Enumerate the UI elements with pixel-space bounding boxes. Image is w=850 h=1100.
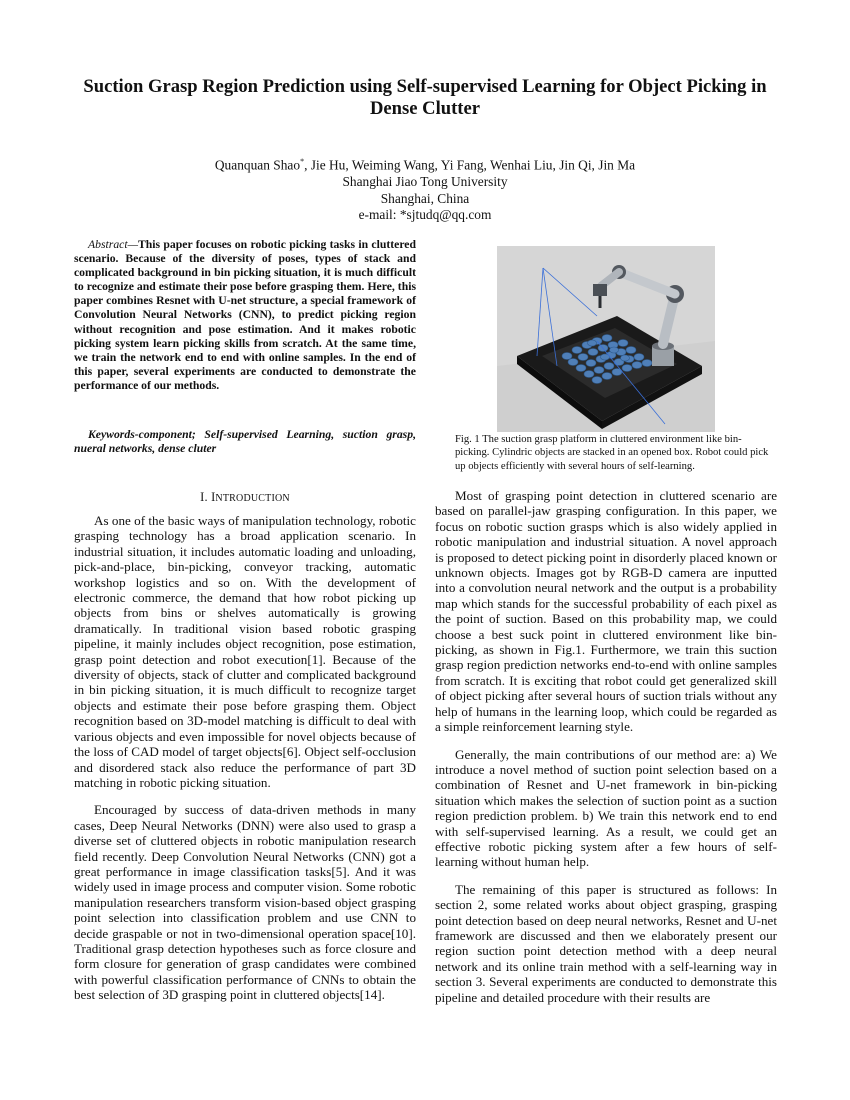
intro-paragraph-5: The remaining of this paper is structured as follows: In section 2, some related works about object grasping, grasping point detection based on deep neural networks, Resnet and U-net framework are discussed and then we elaborately present our region suction point detection method with a deep neural network and its online train method with a self-learning way in section 3. Several experiments are conducted to demonstrate this pipeline and detailed procedure with their results are bbox=[435, 881, 777, 1005]
corresponding-author-mark: * bbox=[300, 157, 305, 166]
affiliation: Shanghai Jiao Tong University bbox=[342, 174, 508, 189]
location: Shanghai, China bbox=[380, 190, 470, 206]
email: e-mail: *sjtudq@qq.com bbox=[358, 207, 492, 222]
intro-paragraph-1: As one of the basic ways of manipulation technology, robotic grasping technology has a broad application scenario. In industrial situation, it includes automatic loading and unloading, pick-and-place, bin-picking, conveyor tracking, automatic workshop logistics and so on. With the development of electronic commerce, the demand that how robot picking up objects from bins or shelves automatically is growing dramatically. In traditional vision based robotic grasping pipeline, it mainly includes object recognition, pose estimation, grasp point detection and robot execution[1]. Because of the diversity of objects, stack of clutter and complicated background in bin picking situation, it is much difficult to recognize target objects and estimate their pose before grasping them. Object recognition based on 3D-model matching is difficult to deal with various objects and even impossible for novel objects because of the loss of CAD model of target objects[6]. Object self-occlusion and disordered stack also reduce the performance of part 3D matching in robotic picking situation. bbox=[74, 513, 416, 790]
other-authors: , Jie Hu, Weiming Wang, Yi Fang, Wenhai Liu, Jin Qi, Jin Ma bbox=[304, 157, 636, 173]
robot-scene-illustration bbox=[497, 246, 715, 432]
affiliation-block bbox=[60, 174, 790, 224]
section-number: I. bbox=[200, 490, 208, 504]
section-title-rest: NTRODUCTION bbox=[215, 493, 290, 504]
intro-paragraph-3: Most of grasping point detection in cluttered scenario are based on parallel-jaw grasping configuration. In this paper, we focus on robotic suction grasps which is also widely applied in robotic manipulation and industrial situation. A novel approach is proposed to detect picking point in disorderly placed known or unknown objects. Images got by RGB-D camera are inputted into a convolution neural network and the output is a probability map which stands for the successful probability of each pixel as the point of suction. Based on this probability map, we could choose a best suck point in cluttered environment like bin-picking, as shown in Fig.1. Furthermore, we train this suction grasp region prediction networks end-to-end with online samples from scratch. It is exciting that robot could get generalized skill of object picking after several hours of suction trials without any help of humans in the learning loop, which could be regarded as a simple reinforcement learning style. bbox=[435, 488, 777, 735]
intro-paragraph-2: Encouraged by success of data-driven methods in many cases, Deep Neural Networks (DNN) were also used to grasp a diverse set of cluttered objects in robotic manipulation research field recently. Deep Convolution Neural Networks (CNN) got a great performance in image classification tasks[5]. And it was widely used in image process and computer vision. Some robotic manipulation researchers transform vision-based object grasping point selection into classification problem and use CNN to decide graspable or not in two-dimensional operation space[10]. Traditional grasp detection hypotheses such as force closure and form closure for generation of grasp candidates were combined with powerful classification performance of CNNs to obtain the best selection of 3D grasping point in cluttered objects[14]. bbox=[74, 802, 416, 1003]
abstract-text: This paper focuses on robotic picking tasks in cluttered scenario. Because of the diversity of poses, types of stack and complicated background in bin picking situation, it is much difficult to recognize and estimate their pose before grasping them. Here, this paper combines Resnet with U-net structure, a special framework of Convolution Neural Networks (CNN), to predict picking region without recognition and pose estimation. And it makes robotic picking system learn picking skills from scratch. At the same time, we train the network end to end with online samples. In the end of this paper, several experiments are conducted to demonstrate the performance of our methods. bbox=[74, 238, 416, 392]
abstract-lead: Abstract— bbox=[88, 238, 138, 251]
section-heading-introduction bbox=[74, 490, 416, 505]
figure-robot-platform bbox=[497, 246, 715, 432]
figure-caption: Fig. 1 The suction grasp platform in cluttered environment like bin-picking. Cylindric objects are stacked in an opened box. Robot could pick up objects efficiently with several hours of self-learning. bbox=[455, 434, 769, 472]
author-list bbox=[60, 154, 790, 173]
intro-paragraph-4: Generally, the main contributions of our method are: a) We introduce a novel method of suction point selection based on a combination of Resnet and U-net framework in bin-picking situation which makes the selection of suction point as a suction region prediction problem. b) We train this network end to end with self-supervised learning. As a result, we could get an effective robotic picking system after a few hours of self-learning without human help. bbox=[435, 746, 777, 870]
keywords: Keywords-component; Self-supervised Learning, suction grasp, nueral networks, dense cluter bbox=[74, 428, 416, 456]
section-title-initial: I bbox=[211, 490, 216, 504]
first-author: Quanquan Shao bbox=[214, 157, 301, 173]
intro-left-column bbox=[74, 513, 416, 1015]
intro-right-column bbox=[435, 488, 777, 1017]
paper-title: Suction Grasp Region Prediction using Self-supervised Learning for Object Picking in Dense Clutter bbox=[83, 76, 767, 119]
abstract bbox=[74, 238, 416, 393]
